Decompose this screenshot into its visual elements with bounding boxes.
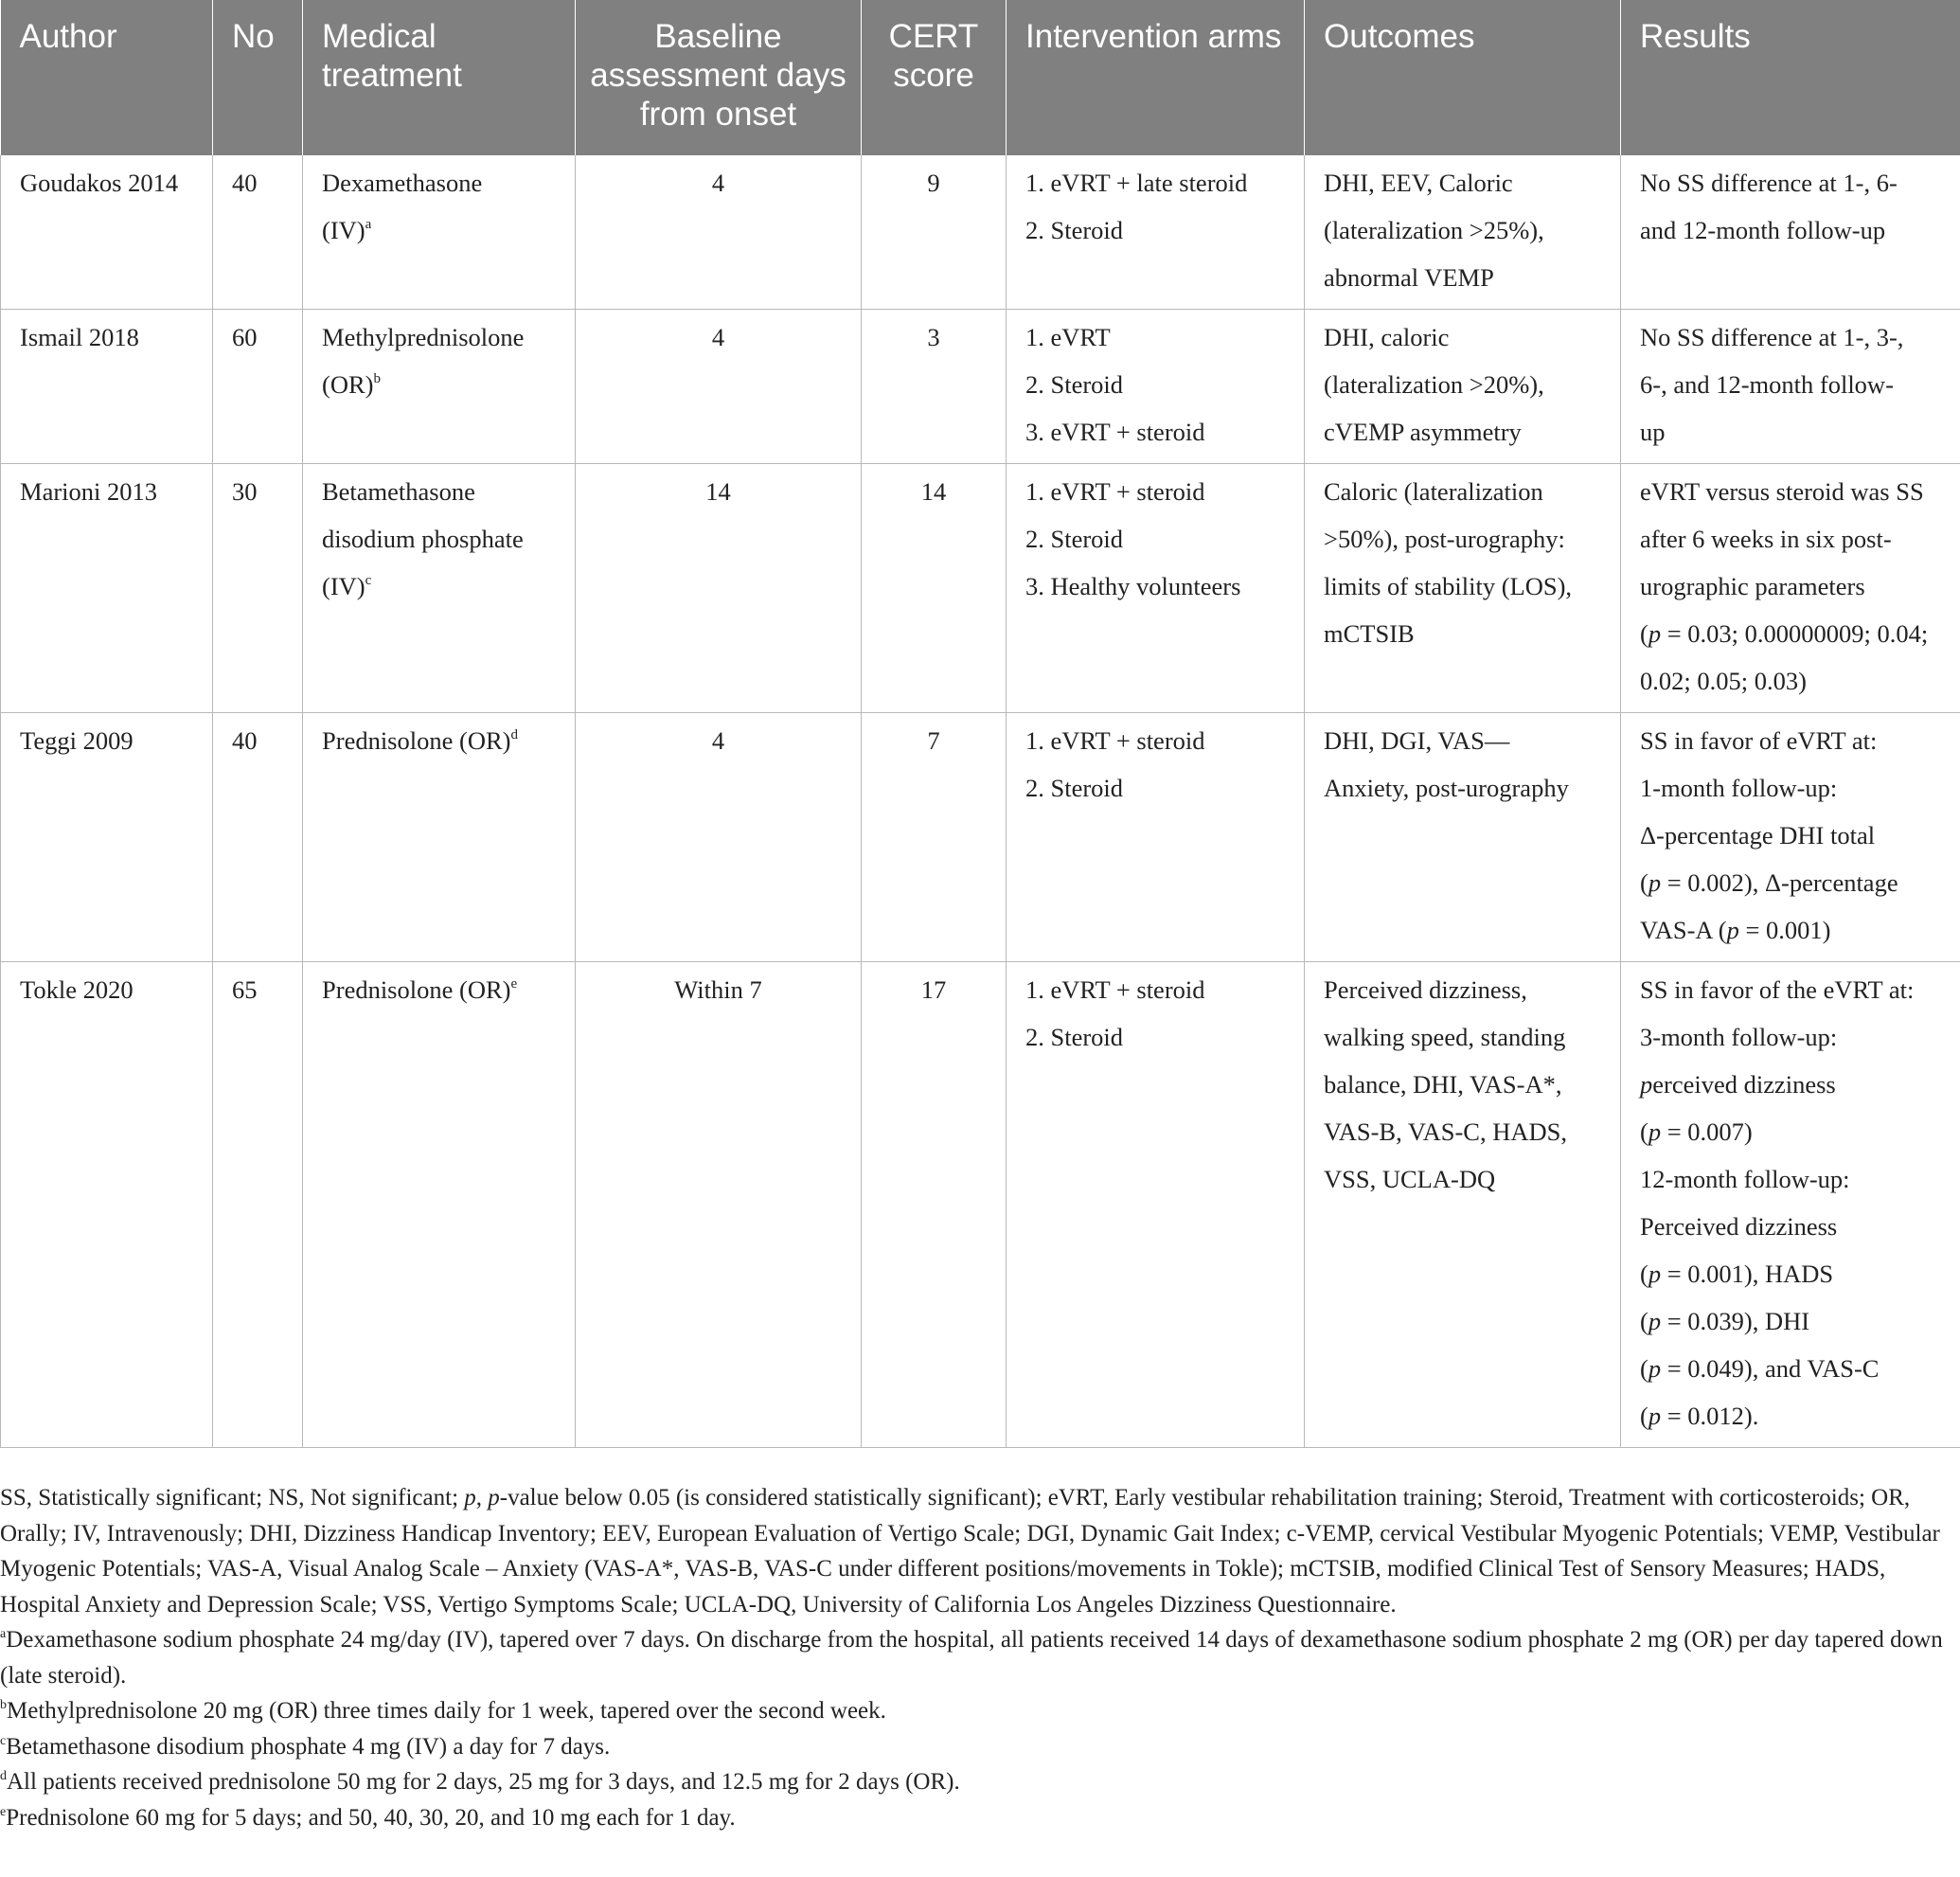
cell-medical-treatment xyxy=(303,962,576,1448)
intervention-arm: 3. eVRT + steroid xyxy=(1025,418,1205,446)
result-line: 1-month follow-up: xyxy=(1640,774,1838,802)
cell-no: 40 xyxy=(213,155,303,310)
outcome-line: walking speed, standing xyxy=(1324,1023,1566,1051)
cell-cert-score: 14 xyxy=(862,464,1007,713)
cell-author: Tokle 2020 xyxy=(1,962,213,1448)
cell-cert-score: 17 xyxy=(862,962,1007,1448)
outcome-line: (lateralization >20%), xyxy=(1324,370,1544,399)
cell-author: Teggi 2009 xyxy=(1,713,213,962)
intervention-arm: 2. Steroid xyxy=(1025,525,1124,553)
abbreviations-note: SS, Statistically significant; NS, Not significant; p, p-value below 0.05 (is considered statistically significant); eVRT, Early vestibular rehabilitation training; Steroid, Treatment with corticosteroids; OR, Orally; IV, Intravenously; DHI, Dizziness Handicap Inventory; EEV, European Evaluation of Vertigo Scale; DGI, Dynamic Gait Index; c-VEMP, cervical Vestibular Myogenic Potentials; VEMP, Vestibular Myogenic Potentials; VAS-A, Visual Analog Scale – Anxiety (VAS-A*, VAS-B, VAS-C under different positions/movements in Tokle); mCTSIB, modified Clinical Test of Sensory Measures; HADS, Hospital Anxiety and Depression Scale; VSS, Vertigo Symptoms Scale; UCLA-DQ, University of California Los Angeles Dizziness Questionnaire. xyxy=(0,1485,1940,1618)
result-line: 6-, and 12-month follow- xyxy=(1640,370,1894,399)
outcome-line: DHI, caloric xyxy=(1324,323,1450,351)
intervention-arm: 2. Steroid xyxy=(1025,774,1124,802)
result-line: (p = 0.049), and VAS-C xyxy=(1640,1354,1880,1383)
cell-no: 30 xyxy=(213,464,303,713)
table-row xyxy=(1,962,1960,1448)
cell-baseline-days: 14 xyxy=(576,464,862,713)
footnote-mark: c xyxy=(0,1733,7,1748)
header-cert-score: CERT score xyxy=(862,0,1007,155)
header-results: Results xyxy=(1621,0,1960,155)
outcome-line: Perceived dizziness, xyxy=(1324,975,1527,1004)
table-row xyxy=(1,464,1960,713)
header-medical-treatment: Medical treatment xyxy=(303,0,576,155)
outcome-line: Caloric (lateralization xyxy=(1324,477,1543,506)
cell-no: 60 xyxy=(213,310,303,464)
result-line: (p = 0.03; 0.00000009; 0.04; xyxy=(1640,619,1929,648)
outcome-line: VAS-B, VAS-C, HADS, xyxy=(1324,1117,1567,1146)
treatment-name: Prednisolone (OR) xyxy=(322,975,511,1004)
result-line: 0.02; 0.05; 0.03) xyxy=(1640,667,1807,695)
footnote-mark: e xyxy=(0,1804,7,1819)
cell-outcomes xyxy=(1305,713,1621,962)
footnote-mark: b xyxy=(0,1698,7,1712)
cell-medical-treatment xyxy=(303,155,576,310)
header-intervention-arms: Intervention arms xyxy=(1007,0,1305,155)
cell-baseline-days: Within 7 xyxy=(576,962,862,1448)
table-row xyxy=(1,155,1960,310)
intervention-arm: 1. eVRT + steroid xyxy=(1025,726,1205,755)
footnote-text: All patients received prednisolone 50 mg for 2 days, 25 mg for 3 days, and 12.5 mg for 2 days (OR). xyxy=(7,1769,960,1795)
table-row xyxy=(1,310,1960,464)
treatment-name: Methylprednisolone xyxy=(322,323,525,351)
cell-author: Ismail 2018 xyxy=(1,310,213,464)
result-line: (p = 0.007) xyxy=(1640,1117,1753,1146)
cell-intervention-arms xyxy=(1007,464,1305,713)
cell-cert-score: 3 xyxy=(862,310,1007,464)
cell-results xyxy=(1621,310,1960,464)
intervention-arm: 3. Healthy volunteers xyxy=(1025,572,1241,600)
result-line: urographic parameters xyxy=(1640,572,1865,600)
cell-outcomes xyxy=(1305,155,1621,310)
result-line: 12-month follow-up: xyxy=(1640,1165,1850,1193)
outcome-line: DHI, EEV, Caloric xyxy=(1324,169,1513,197)
outcome-line: mCTSIB xyxy=(1324,619,1415,648)
treatment-route: (OR) xyxy=(322,370,374,399)
result-line: Δ-percentage DHI total xyxy=(1640,821,1876,849)
footnote-mark: d xyxy=(0,1769,7,1783)
cell-outcomes xyxy=(1305,464,1621,713)
footnote-e xyxy=(0,1800,1952,1836)
result-line: eVRT versus steroid was SS xyxy=(1640,477,1924,506)
cell-author: Goudakos 2014 xyxy=(1,155,213,310)
result-line: SS in favor of the eVRT at: xyxy=(1640,975,1915,1004)
header-no: No xyxy=(213,0,303,155)
table-row xyxy=(1,713,1960,962)
intervention-arm: 2. Steroid xyxy=(1025,1023,1124,1051)
result-line: and 12-month follow-up xyxy=(1640,216,1886,244)
result-line: SS in favor of eVRT at: xyxy=(1640,726,1878,755)
cell-baseline-days: 4 xyxy=(576,310,862,464)
footnote-mark: a xyxy=(0,1627,7,1641)
result-line: (p = 0.001), HADS xyxy=(1640,1260,1834,1288)
header-row xyxy=(1,0,1960,155)
cell-no: 40 xyxy=(213,713,303,962)
result-line: VAS-A (p = 0.001) xyxy=(1640,916,1831,944)
footnote-text: Betamethasone disodium phosphate 4 mg (IV) a day for 7 days. xyxy=(6,1733,611,1760)
footnote-marker: d xyxy=(510,727,518,742)
header-author: Author xyxy=(1,0,213,155)
outcome-line: cVEMP asymmetry xyxy=(1324,418,1522,446)
cell-cert-score: 7 xyxy=(862,713,1007,962)
result-line: after 6 weeks in six post- xyxy=(1640,525,1892,553)
treatment-name: Betamethasone disodium phosphate xyxy=(322,477,524,553)
cell-intervention-arms xyxy=(1007,713,1305,962)
cell-no: 65 xyxy=(213,962,303,1448)
treatment-route: (IV) xyxy=(322,216,365,244)
footnote-c xyxy=(0,1729,1952,1765)
cell-medical-treatment xyxy=(303,713,576,962)
cell-medical-treatment xyxy=(303,464,576,713)
treatment-name: Prednisolone (OR) xyxy=(322,726,511,755)
footnote-marker: b xyxy=(373,371,381,386)
cell-baseline-days: 4 xyxy=(576,155,862,310)
header-outcomes: Outcomes xyxy=(1305,0,1621,155)
result-line: No SS difference at 1-, 6- xyxy=(1640,169,1898,197)
cell-author: Marioni 2013 xyxy=(1,464,213,713)
result-line: perceived dizziness xyxy=(1640,1070,1836,1099)
footnote-text: Prednisolone 60 mg for 5 days; and 50, 40, 30, 20, and 10 mg each for 1 day. xyxy=(6,1804,736,1831)
cell-results xyxy=(1621,962,1960,1448)
treatment-name: Dexamethasone xyxy=(322,169,483,197)
intervention-arm: 1. eVRT + steroid xyxy=(1025,975,1205,1004)
result-line: (p = 0.002), Δ-percentage xyxy=(1640,868,1898,897)
footnote-a xyxy=(0,1622,1952,1693)
treatment-route: (IV) xyxy=(322,572,365,600)
footnote-marker: c xyxy=(365,573,372,588)
intervention-arm: 1. eVRT + late steroid xyxy=(1025,169,1248,197)
outcome-line: DHI, DGI, VAS— xyxy=(1324,726,1510,755)
result-line: Perceived dizziness xyxy=(1640,1212,1838,1241)
intervention-arm: 1. eVRT + steroid xyxy=(1025,477,1205,506)
cell-results xyxy=(1621,464,1960,713)
cell-results xyxy=(1621,713,1960,962)
table-body xyxy=(1,155,1960,1448)
header-baseline-assessment: Baseline assessment days from onset xyxy=(576,0,862,155)
footnote-marker: a xyxy=(365,217,372,232)
cell-outcomes xyxy=(1305,962,1621,1448)
footnote-b xyxy=(0,1693,1952,1729)
footnote-text: Methylprednisolone 20 mg (OR) three times daily for 1 week, tapered over the second week. xyxy=(7,1698,886,1724)
outcome-line: limits of stability (LOS), xyxy=(1324,572,1573,600)
outcome-line: >50%), post-urography: xyxy=(1324,525,1565,553)
cell-outcomes xyxy=(1305,310,1621,464)
cell-intervention-arms xyxy=(1007,310,1305,464)
result-line: (p = 0.039), DHI xyxy=(1640,1307,1810,1335)
cell-intervention-arms xyxy=(1007,962,1305,1448)
cell-medical-treatment xyxy=(303,310,576,464)
cell-baseline-days: 4 xyxy=(576,713,862,962)
outcome-line: Anxiety, post-urography xyxy=(1324,774,1569,802)
outcome-line: (lateralization >25%), xyxy=(1324,216,1544,244)
cell-results xyxy=(1621,155,1960,310)
footnote-marker: e xyxy=(510,976,518,992)
result-line: (p = 0.012). xyxy=(1640,1402,1759,1430)
result-line: No SS difference at 1-, 3-, xyxy=(1640,323,1904,351)
intervention-arm: 1. eVRT xyxy=(1025,323,1111,351)
table-notes xyxy=(0,1480,1952,1835)
outcome-line: balance, DHI, VAS-A*, xyxy=(1324,1070,1562,1099)
footnote-text: Dexamethasone sodium phosphate 24 mg/day (IV), tapered over 7 days. On discharge from the hospital, all patients received 14 days of dexamethasone sodium phosphate 2 mg (OR) per day tapered down (late steroid). xyxy=(0,1627,1943,1689)
outcome-line: abnormal VEMP xyxy=(1324,263,1494,292)
result-line: 3-month follow-up: xyxy=(1640,1023,1838,1051)
result-line: up xyxy=(1640,418,1666,446)
table-header xyxy=(1,0,1960,155)
footnote-d xyxy=(0,1764,1952,1800)
outcome-line: VSS, UCLA-DQ xyxy=(1324,1165,1496,1193)
intervention-arm: 2. Steroid xyxy=(1025,370,1124,399)
footnotes-list xyxy=(0,1622,1952,1835)
cell-cert-score: 9 xyxy=(862,155,1007,310)
cell-intervention-arms xyxy=(1007,155,1305,310)
intervention-arm: 2. Steroid xyxy=(1025,216,1124,244)
